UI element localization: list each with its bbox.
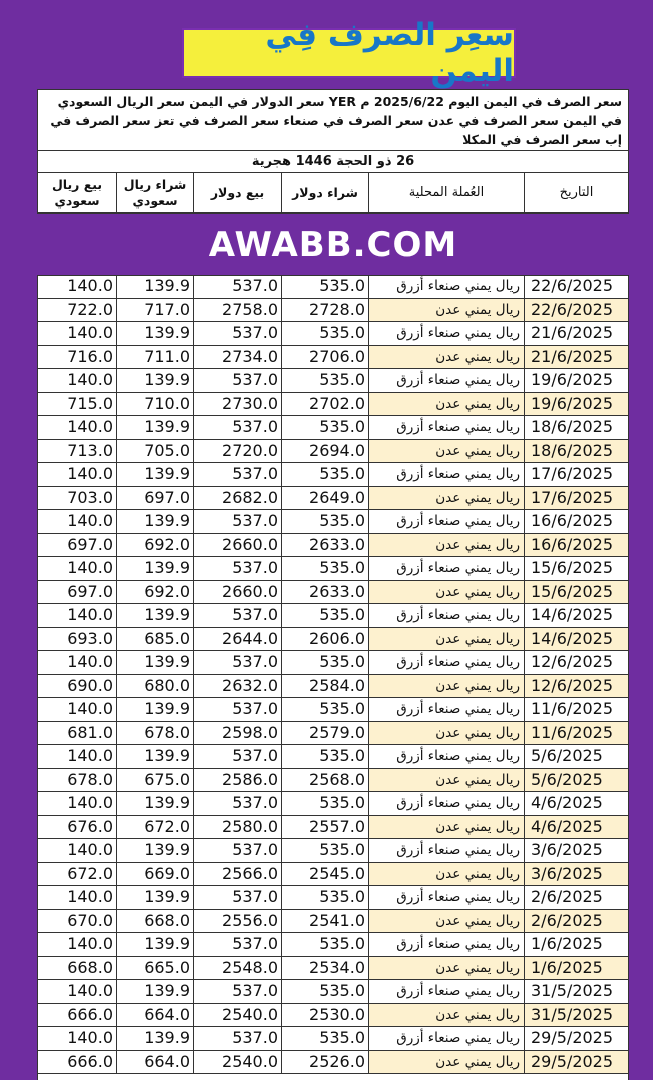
table-row	[38, 534, 628, 558]
cell-buy-sar: 710.0	[116, 393, 193, 416]
cell-sell-sar: 140.0	[67, 746, 113, 765]
cell-date: 1/6/2025	[524, 933, 628, 956]
cell-sell-sar: 716.0	[67, 346, 113, 366]
cell-sell-usd: 2540.0	[193, 1004, 281, 1027]
cell-currency: ريال يمني عدن	[368, 299, 524, 322]
cell-currency: ريال يمني صنعاء أزرق	[368, 980, 524, 1003]
cell-buy-sar: 139.9	[116, 792, 193, 815]
cell-currency: ريال يمني عدن	[368, 1051, 524, 1074]
cell-date: 14/6/2025	[524, 628, 628, 651]
cell-date: 11/6/2025	[524, 722, 628, 745]
cell-date: 14/6/2025	[524, 604, 628, 627]
cell-date: 17/6/2025	[524, 463, 628, 486]
cell-currency: ريال يمني صنعاء أزرق	[368, 651, 524, 674]
cell-sell-usd: 2566.0	[193, 863, 281, 886]
cell-buy-usd: 2633.0	[281, 581, 368, 604]
cell-sell-sar: 676.0	[67, 816, 113, 836]
cell-buy-sar: 139.9	[116, 369, 193, 392]
cell-currency: ريال يمني صنعاء أزرق	[368, 698, 524, 721]
cell-date: 29/5/2025	[524, 1051, 628, 1074]
cell-date: 15/6/2025	[524, 581, 628, 604]
cell-sell-usd: 537.0	[193, 510, 281, 533]
cell-date: 16/6/2025	[524, 510, 628, 533]
rates-table-body	[38, 275, 628, 1074]
cell-buy-usd: 2633.0	[281, 534, 368, 557]
cell-date: 4/6/2025	[524, 816, 628, 839]
cell-buy-usd: 2557.0	[281, 816, 368, 839]
cell-date: 19/6/2025	[524, 369, 628, 392]
cell-currency: ريال يمني صنعاء أزرق	[368, 745, 524, 768]
cell-sell-sar: 140.0	[67, 276, 113, 295]
cell-buy-usd: 2584.0	[281, 675, 368, 698]
cell-sell-usd: 2548.0	[193, 957, 281, 980]
cell-buy-sar: 139.9	[116, 557, 193, 580]
table-row	[38, 910, 628, 934]
cell-currency: ريال يمني عدن	[368, 581, 524, 604]
cell-sell-sar: 140.0	[67, 699, 113, 718]
cell-buy-usd: 535.0	[281, 839, 368, 862]
cell-currency: ريال يمني صنعاء أزرق	[368, 416, 524, 439]
cell-sell-sar: 693.0	[67, 628, 113, 648]
site-banner	[37, 213, 629, 276]
table-row	[38, 346, 628, 370]
cell-buy-sar: 139.9	[116, 463, 193, 486]
cell-sell-sar: 140.0	[67, 417, 113, 436]
cell-sell-usd: 537.0	[193, 698, 281, 721]
cell-buy-usd: 535.0	[281, 933, 368, 956]
cell-date: 29/5/2025	[524, 1027, 628, 1050]
table-row	[38, 745, 628, 769]
cell-buy-sar: 697.0	[116, 487, 193, 510]
cell-sell-usd: 2632.0	[193, 675, 281, 698]
cell-date: 3/6/2025	[524, 863, 628, 886]
table-row	[38, 604, 628, 628]
hijri-date: 26 ذو الحجة 1446 هجرية	[38, 151, 628, 173]
cell-buy-usd: 2706.0	[281, 346, 368, 369]
cell-sell-sar: 140.0	[67, 793, 113, 812]
cell-currency: ريال يمني صنعاء أزرق	[368, 933, 524, 956]
cell-buy-usd: 2568.0	[281, 769, 368, 792]
cell-date: 11/6/2025	[524, 698, 628, 721]
cell-buy-sar: 139.9	[116, 322, 193, 345]
cell-date: 12/6/2025	[524, 675, 628, 698]
cell-buy-sar: 139.9	[116, 933, 193, 956]
cell-buy-usd: 2649.0	[281, 487, 368, 510]
cell-sell-usd: 537.0	[193, 463, 281, 486]
cell-sell-sar: 666.0	[67, 1051, 113, 1071]
cell-buy-sar: 139.9	[116, 1027, 193, 1050]
cell-sell-usd: 2660.0	[193, 581, 281, 604]
cell-date: 2/6/2025	[524, 886, 628, 909]
cell-sell-usd: 2586.0	[193, 769, 281, 792]
cell-currency: ريال يمني عدن	[368, 346, 524, 369]
cell-sell-sar: 140.0	[67, 605, 113, 624]
table-row	[38, 416, 628, 440]
cell-sell-sar: 140.0	[67, 558, 113, 577]
cell-sell-sar: 140.0	[67, 511, 113, 530]
cell-currency: ريال يمني عدن	[368, 722, 524, 745]
table-row	[38, 275, 628, 299]
cell-sell-sar: 140.0	[67, 464, 113, 483]
table-row	[38, 675, 628, 699]
cell-buy-usd: 535.0	[281, 886, 368, 909]
cell-currency: ريال يمني صنعاء أزرق	[368, 886, 524, 909]
table-row	[38, 463, 628, 487]
cell-sell-usd: 2720.0	[193, 440, 281, 463]
cell-sell-sar: 140.0	[67, 652, 113, 671]
cell-buy-sar: 139.9	[116, 604, 193, 627]
cell-buy-usd: 535.0	[281, 275, 368, 298]
cell-buy-usd: 2545.0	[281, 863, 368, 886]
cell-date: 4/6/2025	[524, 792, 628, 815]
cell-sell-usd: 537.0	[193, 745, 281, 768]
cell-sell-usd: 537.0	[193, 369, 281, 392]
table-row	[38, 487, 628, 511]
header-sell-sar: بيع ريال سعودي	[51, 176, 103, 208]
cell-sell-usd: 2556.0	[193, 910, 281, 933]
table-row	[38, 839, 628, 863]
cell-buy-usd: 535.0	[281, 604, 368, 627]
cell-date: 17/6/2025	[524, 487, 628, 510]
cell-sell-sar: 672.0	[67, 863, 113, 883]
cell-sell-usd: 537.0	[193, 416, 281, 439]
cell-date: 19/6/2025	[524, 393, 628, 416]
cell-sell-sar: 678.0	[67, 769, 113, 789]
cell-sell-sar: 140.0	[67, 840, 113, 859]
cell-currency: ريال يمني صنعاء أزرق	[368, 322, 524, 345]
cell-sell-sar: 140.0	[67, 887, 113, 906]
cell-date: 31/5/2025	[524, 980, 628, 1003]
cell-date: 21/6/2025	[524, 346, 628, 369]
cell-sell-usd: 537.0	[193, 792, 281, 815]
cell-date: 5/6/2025	[524, 769, 628, 792]
cell-buy-usd: 2526.0	[281, 1051, 368, 1074]
cell-buy-sar: 717.0	[116, 299, 193, 322]
cell-buy-sar: 705.0	[116, 440, 193, 463]
cell-buy-sar: 675.0	[116, 769, 193, 792]
cell-sell-sar: 690.0	[67, 675, 113, 695]
cell-sell-usd: 2540.0	[193, 1051, 281, 1074]
cell-sell-sar: 670.0	[67, 910, 113, 930]
cell-sell-usd: 2734.0	[193, 346, 281, 369]
table-row	[38, 510, 628, 534]
cell-buy-sar: 711.0	[116, 346, 193, 369]
cell-currency: ريال يمني صنعاء أزرق	[368, 510, 524, 533]
cell-sell-sar: 140.0	[67, 370, 113, 389]
cell-date: 31/5/2025	[524, 1004, 628, 1027]
table-row	[38, 816, 628, 840]
header-currency: العُملة المحلية	[368, 173, 524, 212]
cell-date: 3/6/2025	[524, 839, 628, 862]
cell-buy-usd: 535.0	[281, 322, 368, 345]
cell-date: 16/6/2025	[524, 534, 628, 557]
site-banner-text: AWABB.COM	[208, 224, 458, 265]
cell-currency: ريال يمني عدن	[368, 628, 524, 651]
cell-buy-usd: 2541.0	[281, 910, 368, 933]
cell-sell-sar: 697.0	[67, 534, 113, 554]
cell-date: 1/6/2025	[524, 957, 628, 980]
cell-buy-usd: 535.0	[281, 980, 368, 1003]
cell-sell-sar: 140.0	[67, 981, 113, 1000]
cell-buy-sar: 139.9	[116, 698, 193, 721]
cell-currency: ريال يمني صنعاء أزرق	[368, 463, 524, 486]
cell-date: 15/6/2025	[524, 557, 628, 580]
cell-currency: ريال يمني عدن	[368, 910, 524, 933]
cell-buy-sar: 665.0	[116, 957, 193, 980]
cell-sell-usd: 2758.0	[193, 299, 281, 322]
cell-buy-sar: 685.0	[116, 628, 193, 651]
header-buy-sar: شراء ريال سعودي	[116, 173, 193, 212]
header-buy-usd: شراء دولار	[281, 173, 368, 212]
cell-currency: ريال يمني صنعاء أزرق	[368, 275, 524, 298]
cell-sell-sar: 140.0	[67, 1028, 113, 1047]
cell-buy-sar: 139.9	[116, 416, 193, 439]
table-row	[38, 628, 628, 652]
cell-buy-usd: 2728.0	[281, 299, 368, 322]
cell-buy-sar: 672.0	[116, 816, 193, 839]
cell-currency: ريال يمني عدن	[368, 957, 524, 980]
cell-currency: ريال يمني صنعاء أزرق	[368, 557, 524, 580]
cell-sell-usd: 2660.0	[193, 534, 281, 557]
cell-sell-usd: 2580.0	[193, 816, 281, 839]
cell-sell-sar: 140.0	[67, 934, 113, 953]
cell-date: 22/6/2025	[524, 275, 628, 298]
cell-buy-usd: 2534.0	[281, 957, 368, 980]
cell-buy-usd: 535.0	[281, 463, 368, 486]
table-row	[38, 393, 628, 417]
cell-buy-usd: 2530.0	[281, 1004, 368, 1027]
cell-currency: ريال يمني عدن	[368, 863, 524, 886]
cell-currency: ريال يمني صنعاء أزرق	[368, 792, 524, 815]
table-row	[38, 792, 628, 816]
cell-buy-usd: 535.0	[281, 369, 368, 392]
table-row	[38, 322, 628, 346]
page-title-box	[182, 17, 516, 89]
cell-sell-usd: 537.0	[193, 933, 281, 956]
table-row	[38, 886, 628, 910]
cell-buy-sar: 139.9	[116, 980, 193, 1003]
cell-sell-usd: 537.0	[193, 886, 281, 909]
cell-sell-usd: 537.0	[193, 557, 281, 580]
cell-sell-sar: 666.0	[67, 1004, 113, 1024]
cell-buy-sar: 139.9	[116, 886, 193, 909]
cell-sell-sar: 668.0	[67, 957, 113, 977]
cell-buy-usd: 535.0	[281, 698, 368, 721]
cell-buy-usd: 535.0	[281, 557, 368, 580]
header-sell-usd: بيع دولار	[193, 173, 281, 212]
cell-sell-usd: 2730.0	[193, 393, 281, 416]
cell-date: 12/6/2025	[524, 651, 628, 674]
cell-currency: ريال يمني عدن	[368, 816, 524, 839]
cell-buy-sar: 139.9	[116, 651, 193, 674]
cell-currency: ريال يمني عدن	[368, 534, 524, 557]
cell-buy-usd: 2606.0	[281, 628, 368, 651]
cell-sell-sar: 703.0	[67, 487, 113, 507]
cell-sell-sar: 713.0	[67, 440, 113, 460]
exchange-rate-sheet	[37, 89, 629, 1080]
cell-buy-usd: 535.0	[281, 510, 368, 533]
cell-buy-usd: 535.0	[281, 745, 368, 768]
table-row	[38, 1051, 628, 1075]
cell-buy-usd: 2694.0	[281, 440, 368, 463]
cell-buy-usd: 535.0	[281, 792, 368, 815]
cell-buy-sar: 139.9	[116, 839, 193, 862]
cell-date: 22/6/2025	[524, 299, 628, 322]
table-row	[38, 299, 628, 323]
table-row	[38, 651, 628, 675]
cell-sell-sar: 722.0	[67, 299, 113, 319]
cell-date: 18/6/2025	[524, 416, 628, 439]
cell-buy-sar: 678.0	[116, 722, 193, 745]
cell-buy-usd: 535.0	[281, 416, 368, 439]
cell-buy-sar: 664.0	[116, 1051, 193, 1074]
cell-buy-sar: 692.0	[116, 534, 193, 557]
table-row	[38, 1004, 628, 1028]
cell-sell-usd: 537.0	[193, 322, 281, 345]
description-text: سعر الصرف في اليمن اليوم 2025/6/22 م YER سعر الدولار في اليمن سعر الريال السعودي في اليمن سعر الصرف في عدن سعر الصرف في صنعاء سعر الصرف في تعز سعر الصرف في إب سعر الصرف في المكلا	[38, 89, 628, 151]
cell-currency: ريال يمني صنعاء أزرق	[368, 839, 524, 862]
cell-buy-sar: 680.0	[116, 675, 193, 698]
cell-sell-usd: 537.0	[193, 604, 281, 627]
cell-buy-sar: 668.0	[116, 910, 193, 933]
cell-sell-usd: 2682.0	[193, 487, 281, 510]
cell-sell-sar: 681.0	[67, 722, 113, 742]
cell-date: 2/6/2025	[524, 910, 628, 933]
cell-date: 5/6/2025	[524, 745, 628, 768]
table-row	[38, 581, 628, 605]
cell-buy-usd: 2702.0	[281, 393, 368, 416]
table-row	[38, 369, 628, 393]
cell-buy-sar: 664.0	[116, 1004, 193, 1027]
table-row	[38, 957, 628, 981]
table-row	[38, 440, 628, 464]
table-row	[38, 933, 628, 957]
cell-buy-sar: 139.9	[116, 275, 193, 298]
cell-currency: ريال يمني عدن	[368, 1004, 524, 1027]
cell-buy-usd: 535.0	[281, 1027, 368, 1050]
table-header	[38, 173, 628, 213]
cell-buy-sar: 669.0	[116, 863, 193, 886]
cell-date: 21/6/2025	[524, 322, 628, 345]
cell-sell-usd: 537.0	[193, 980, 281, 1003]
table-row	[38, 980, 628, 1004]
cell-sell-usd: 537.0	[193, 275, 281, 298]
cell-currency: ريال يمني عدن	[368, 393, 524, 416]
table-row	[38, 722, 628, 746]
page-title: سعِر الصرف فِي اليمن	[265, 17, 514, 89]
cell-currency: ريال يمني عدن	[368, 769, 524, 792]
cell-sell-sar: 715.0	[67, 393, 113, 413]
table-row	[38, 863, 628, 887]
cell-buy-usd: 2579.0	[281, 722, 368, 745]
cell-currency: ريال يمني عدن	[368, 675, 524, 698]
cell-buy-sar: 692.0	[116, 581, 193, 604]
cell-buy-sar: 139.9	[116, 745, 193, 768]
cell-sell-sar: 140.0	[67, 323, 113, 342]
table-row	[38, 769, 628, 793]
table-row	[38, 698, 628, 722]
cell-buy-usd: 535.0	[281, 651, 368, 674]
cell-buy-sar: 139.9	[116, 510, 193, 533]
cell-currency: ريال يمني صنعاء أزرق	[368, 604, 524, 627]
cell-sell-sar: 697.0	[67, 581, 113, 601]
cell-sell-usd: 537.0	[193, 651, 281, 674]
cell-sell-usd: 537.0	[193, 839, 281, 862]
cell-currency: ريال يمني عدن	[368, 440, 524, 463]
cell-sell-usd: 2644.0	[193, 628, 281, 651]
cell-currency: ريال يمني عدن	[368, 487, 524, 510]
cell-sell-usd: 2598.0	[193, 722, 281, 745]
header-date: التاريخ	[524, 173, 628, 212]
cell-currency: ريال يمني صنعاء أزرق	[368, 369, 524, 392]
cell-date: 18/6/2025	[524, 440, 628, 463]
cell-currency: ريال يمني صنعاء أزرق	[368, 1027, 524, 1050]
table-row	[38, 557, 628, 581]
cell-sell-usd: 537.0	[193, 1027, 281, 1050]
table-row	[38, 1027, 628, 1051]
